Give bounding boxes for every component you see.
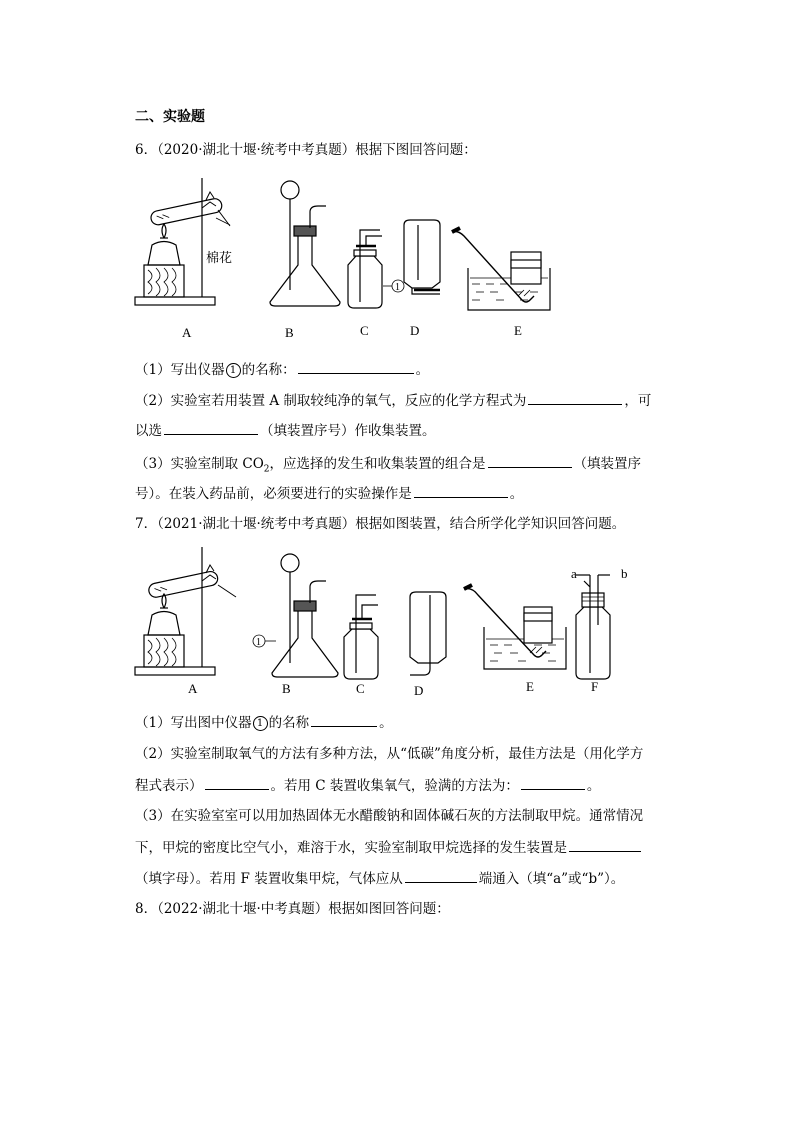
q6-p1-text: （1）写出仪器 — [135, 362, 225, 378]
q7-answer-blank-4[interactable] — [569, 838, 641, 852]
q6-answer-blank-1[interactable] — [298, 360, 414, 374]
q6-p2-text2: ，可 — [624, 393, 652, 409]
q6-apparatus-b — [270, 181, 340, 306]
q6-p3-sub: 2 — [263, 464, 270, 475]
q7-apparatus-e — [464, 585, 566, 669]
q7-marker-1: 1 — [256, 637, 261, 648]
q6-p1-text2: 的名称： — [241, 362, 296, 378]
q7-label-f: F — [591, 679, 599, 694]
q6-part2-line2 — [135, 421, 436, 440]
q7-header: 7．（2021·湖北十堰·统考中考真题）根据如图装置，结合所学化学知识回答问题。 — [135, 516, 626, 532]
q7-p1-end: 。 — [379, 715, 393, 731]
q6-cotton-label: 棉花 — [206, 250, 233, 265]
q6-marker-1: 1 — [395, 282, 400, 293]
q6-part2-line1 — [135, 391, 651, 410]
q6-part3-line1 — [135, 454, 641, 479]
q7-label-e: E — [526, 679, 534, 694]
q7-p3-text: 下，甲烷的密度比空气小，难溶于水，实验室制取甲烷选择的发生装置是 — [135, 840, 567, 856]
q7-part3-line2 — [135, 838, 643, 857]
q6-answer-blank-4[interactable] — [488, 454, 572, 468]
q7-answer-blank-2[interactable] — [205, 776, 269, 790]
q6-p3-text4: 号）。在装入药品前，必须要进行的实验操作是 — [135, 486, 412, 502]
q6-apparatus-figure — [130, 170, 570, 342]
q7-answer-blank-5[interactable] — [405, 869, 477, 883]
q8-header: 8．（2022·湖北十堰·中考真题）根据如图回答问题： — [135, 901, 450, 917]
q6-p3-end: 。 — [509, 486, 524, 502]
q7-p1-text: （1）写出图中仪器 — [135, 715, 252, 731]
instrument-1-marker: 1 — [253, 716, 268, 731]
q7-answer-blank-1[interactable] — [311, 713, 377, 727]
q6-apparatus-e — [452, 228, 550, 310]
q7-port-b: b — [621, 566, 628, 581]
q6-label-d: D — [410, 323, 420, 338]
q7-label-d: D — [414, 683, 424, 698]
q7-label-a: A — [188, 681, 198, 696]
q6-label-c: C — [360, 323, 369, 338]
q6-label-b: B — [285, 325, 294, 340]
q7-p2-end: 。 — [586, 778, 601, 794]
q6-answer-blank-3[interactable] — [164, 421, 258, 435]
q6-p1-end: 。 — [415, 362, 430, 378]
q6-p2-text: （2）实验室若用装置 A 制取较纯净的氧气，反应的化学方程式为 — [135, 393, 527, 409]
q6-apparatus-a — [135, 178, 233, 305]
instrument-1-marker: 1 — [226, 363, 241, 378]
q7-p2-text: 程式表示） — [135, 778, 203, 794]
q7-p2-text2: 。若用 C 装置收集氧气，验满的方法为： — [270, 778, 519, 794]
q6-p3-text: （3）实验室制取 CO — [135, 456, 264, 472]
q7-apparatus-d — [410, 592, 446, 675]
q6-p2-text3: 以选 — [135, 423, 162, 439]
q7-port-a: a — [571, 566, 577, 581]
q7-apparatus-f — [576, 575, 610, 679]
section-title: 二、实验题 — [135, 109, 205, 125]
q7-apparatus-a — [135, 547, 236, 675]
q7-part3-line3 — [135, 869, 624, 888]
q6-p2-text4: （填装置序号）作收集装置。 — [260, 423, 436, 439]
q6-answer-blank-5[interactable] — [414, 484, 508, 498]
q7-part3-line1: （3）在实验室室可以用加热固体无水醋酸钠和固体碱石灰的方法制取甲烷。通常情况 — [135, 808, 644, 824]
q7-apparatus-figure — [130, 545, 640, 700]
q6-label-a: A — [182, 325, 192, 340]
q6-p3-text3: （填装置序 — [573, 456, 642, 472]
q7-apparatus-c — [344, 595, 378, 679]
q7-answer-blank-3[interactable] — [521, 776, 585, 790]
q7-part2-line1: （2）实验室制取氧气的方法有多种方法，从“低碳”角度分析，最佳方法是（用化学方 — [135, 746, 644, 762]
q6-answer-blank-2[interactable] — [528, 391, 622, 405]
q6-apparatus-d — [404, 220, 440, 294]
q6-p3-text2: ，应选择的发生和收集装置的组合是 — [269, 456, 486, 472]
q7-label-b: B — [282, 681, 291, 696]
q7-part1 — [135, 713, 393, 732]
q6-part3-line2 — [135, 484, 523, 503]
q6-header: 6．（2020·湖北十堰·统考中考真题）根据下图回答问题： — [135, 142, 477, 158]
q7-part2-line2 — [135, 776, 600, 795]
q7-label-c: C — [356, 681, 365, 696]
q7-p3-text3: 端通入（填“a”或“b”）。 — [478, 871, 625, 887]
q7-apparatus-b — [272, 554, 338, 677]
q6-apparatus-c — [348, 230, 382, 308]
q6-part1 — [135, 360, 429, 379]
q6-label-e: E — [514, 323, 522, 338]
q7-p1-text2: 的名称 — [268, 715, 310, 731]
q7-p3-text2: （填字母）。若用 F 装置收集甲烷，气体应从 — [135, 871, 403, 887]
